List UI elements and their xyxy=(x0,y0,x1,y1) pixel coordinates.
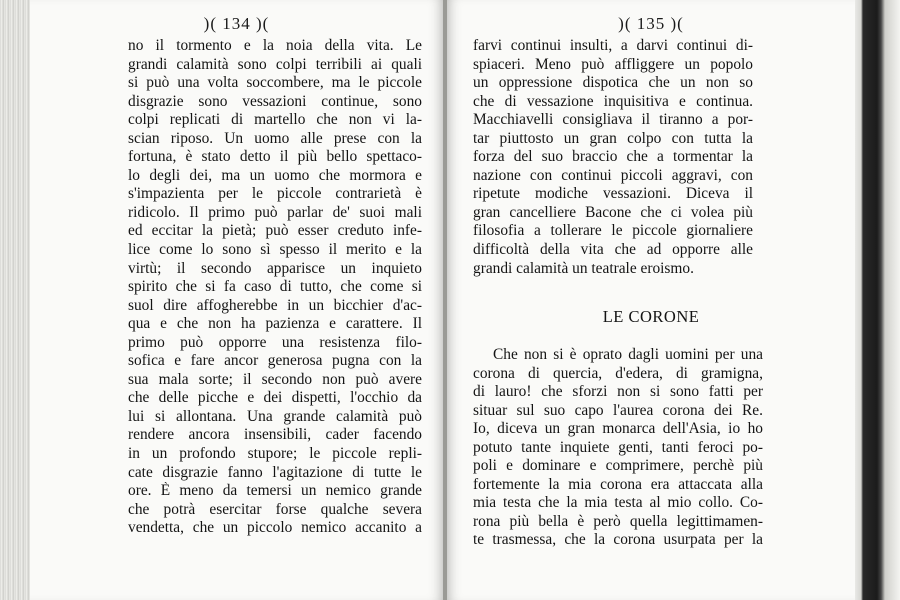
text-line: lice come lo sono sì spesso il merito e la xyxy=(128,241,422,259)
text-line: qua e che non ha pazienza e carattere. Il xyxy=(128,315,422,333)
text-line: te trasmessa, che la corona usurpata per la xyxy=(473,531,763,549)
text-line: suol dire affogherebbe in un bicchier d'ac- xyxy=(128,296,422,314)
text-line: grandi calamità sono colpi terribili ai quali xyxy=(128,55,422,73)
text-line: potuto tante inquiete genti, tanti feroci po- xyxy=(473,438,763,456)
text-line: ridicolo. Il primo può parlar de' suoi mali xyxy=(128,203,422,221)
right-page-text xyxy=(473,37,753,278)
page-number-left: )( 134 )( xyxy=(203,14,270,33)
text-line: spirito che si fa caso di tutto, che come si xyxy=(128,278,422,296)
text-line: un oppressione dispotica che un non so xyxy=(473,74,753,92)
left-page-text xyxy=(128,37,422,538)
text-line: poli e dominare e comprimere, perchè più xyxy=(473,457,763,475)
text-line: fortemente la mia corona era attaccata alla xyxy=(473,475,763,493)
text-line: vendetta, che un piccolo nemico accanito a xyxy=(128,519,422,537)
text-line: lo degli dei, ma un uomo che mormora e xyxy=(128,166,422,184)
left-page xyxy=(30,0,443,600)
text-line: corona di quercia, d'edera, di gramigna, xyxy=(473,364,763,382)
text-line: no il tormento e la noia della vita. Le xyxy=(128,37,422,54)
right-page xyxy=(447,0,855,600)
text-line: sofica e fare ancor generosa pugna con la xyxy=(128,352,422,370)
text-line: in un profondo stupore; le piccole repli- xyxy=(128,445,422,463)
text-line: cate disgrazie fanno l'agitazione di tutte le xyxy=(128,463,422,481)
text-line: Che non si è oprato dagli uomini per una xyxy=(493,346,763,363)
text-line: Io, diceva un gran monarca dell'Asia, io ho xyxy=(473,420,763,438)
text-line: ore. È meno da temersi un nemico grande xyxy=(128,482,422,500)
text-line: rona più bella è però quella legittimamen- xyxy=(473,512,763,530)
text-line: scian riposo. Un uomo alle prese con la xyxy=(128,129,422,147)
text-line: fortuna, è stato detto il più bello spettaco- xyxy=(128,148,422,166)
text-line: tar piuttosto un gran colpo con tutta la xyxy=(473,129,753,147)
text-line: ed eccitar la pietà; può esser creduto infe- xyxy=(128,222,422,240)
text-line: nazione con continui piccoli aggravi, con xyxy=(473,166,753,184)
right-page-edge xyxy=(855,0,900,600)
text-line: di lauro! che sforzi non si sono fatti per xyxy=(473,383,763,401)
left-page-edge xyxy=(0,0,30,600)
text-line: gran cancelliere Bacone che ci volea più xyxy=(473,203,753,221)
text-line: grandi calamità un teatrale eroismo. xyxy=(473,259,694,277)
text-line: ripetute modiche vessazioni. Diceva il xyxy=(473,185,753,203)
text-line: disgrazie sono vessazioni continue, sono xyxy=(128,92,422,110)
text-line: colpi replicati di martello che non vi la- xyxy=(128,111,422,129)
text-line: primo può opporre una resistenza filo- xyxy=(128,333,422,351)
text-line: sua mala sorte; il secondo non può avere xyxy=(128,370,422,388)
section-title: LE CORONE xyxy=(602,307,700,326)
text-line: farvi continui insulti, a darvi continui di- xyxy=(473,37,753,54)
text-line: rendere ancora insensibili, cader facendo xyxy=(128,426,422,444)
text-line: forza del suo braccio che a tormentar la xyxy=(473,148,753,166)
text-line: spiaceri. Meno può affliggere un popolo xyxy=(473,55,753,73)
text-line: si può una volta soccombere, ma le piccole xyxy=(128,74,422,92)
page-number-right: )( 135 )( xyxy=(618,14,684,33)
text-line: difficoltà della vita che ad opporre alle xyxy=(473,241,753,259)
text-line: filosofia a tollerare le piccole giornaliere xyxy=(473,222,753,240)
section-text xyxy=(473,346,763,550)
text-line: Macchiavelli consigliava il tiranno a por- xyxy=(473,111,753,129)
text-line: che potrà esercitar forse qualche severa xyxy=(128,500,422,518)
text-line: virtù; il secondo apparisce un inquieto xyxy=(128,259,422,277)
text-line: mia testa che la mia testa al mio collo. Co- xyxy=(473,494,763,512)
text-line: che delle picche e dei dispetti, l'occhio da xyxy=(128,389,422,407)
text-line: s'impazienta per le piccole contrarietà è xyxy=(128,185,422,203)
text-line: che di vessazione inquisitiva e continua. xyxy=(473,92,753,110)
text-line: situar sul suo capo l'aurea corona dei Re. xyxy=(473,401,763,419)
text-line: lui si allontana. Una grande calamità può xyxy=(128,407,422,425)
